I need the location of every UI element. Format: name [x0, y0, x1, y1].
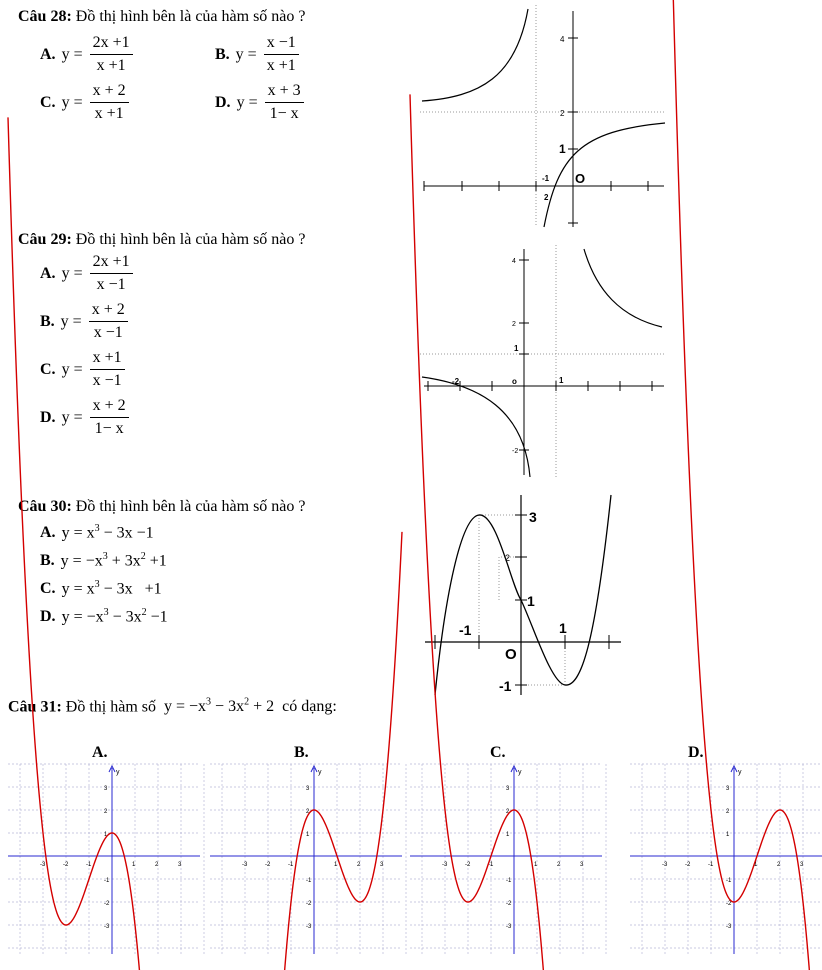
exponent: 3	[94, 523, 100, 534]
exponent: 2	[244, 697, 250, 708]
y-tick-label: -2	[306, 901, 312, 907]
origin-label: O	[505, 646, 517, 663]
panel-graph[interactable]	[410, 764, 602, 954]
origin-label: o	[512, 377, 517, 386]
option-lhs: y =	[61, 264, 83, 282]
y-tick-label: 1	[726, 832, 730, 838]
tick-label-minus2y: -2	[512, 448, 519, 455]
option-label: B.	[40, 312, 55, 330]
q30-option-c[interactable]	[40, 579, 162, 598]
y-tick-label: 3	[104, 786, 108, 792]
panel-label: B.	[294, 744, 309, 761]
numerator: 2x +1	[90, 253, 133, 274]
x-tick-label: -3	[662, 862, 668, 868]
term: − 3x	[211, 698, 245, 716]
x-tick-label: 2	[155, 862, 159, 868]
q31-heading	[8, 697, 337, 716]
origin-label: O	[575, 171, 586, 186]
curve-right-branch	[584, 249, 662, 327]
denominator: x +1	[94, 105, 124, 122]
denominator: x −1	[93, 324, 123, 341]
q30-graph	[425, 495, 625, 697]
numerator: x −1	[264, 34, 299, 55]
y-tick-label: -1	[104, 878, 110, 884]
denominator: x +1	[96, 57, 126, 74]
panel-graph[interactable]	[8, 764, 200, 954]
numerator: x + 3	[265, 82, 304, 103]
tick-label-minus2x: -2	[452, 377, 460, 386]
option-label: D.	[40, 408, 56, 426]
exponent: 2	[141, 607, 147, 618]
denominator: x +1	[266, 57, 296, 74]
y-tick-label: -1	[726, 878, 732, 884]
q30-option-b[interactable]	[40, 551, 167, 570]
exponent: 3	[206, 697, 212, 708]
x-tick-label: -1	[488, 862, 494, 868]
term: − 3x +1	[99, 580, 162, 598]
term: y = −x	[164, 698, 207, 716]
x-tick-label: 3	[178, 862, 182, 868]
denominator: 1− x	[94, 420, 124, 437]
tick-label-1y: 1	[527, 593, 535, 609]
exponent: 3	[94, 579, 100, 590]
q30-text: Đồ thị hình bên là của hàm số nào ?	[75, 498, 306, 515]
option-lhs: y =	[61, 408, 83, 426]
option-label: A.	[40, 45, 56, 63]
q28-text: Đồ thị hình bên là của hàm số nào ?	[75, 8, 306, 25]
q30-option-d[interactable]	[40, 607, 168, 626]
y-tick-label: 1	[306, 832, 310, 838]
option-label: C.	[40, 579, 56, 597]
tick-label-2-below: 2	[544, 193, 549, 202]
cubic-curve	[435, 495, 611, 695]
tick-label-1x: 1	[559, 620, 567, 636]
q28-option-b[interactable]	[215, 34, 299, 75]
y-tick-label: -1	[306, 878, 312, 884]
option-lhs: y =	[61, 360, 83, 378]
x-tick-label: -2	[63, 862, 69, 868]
term: − 3x	[108, 608, 142, 626]
q29-number: Câu 29:	[18, 231, 72, 248]
x-tick-label: 2	[357, 862, 361, 868]
panel-graph[interactable]	[210, 764, 402, 954]
term: +1	[145, 552, 167, 570]
option-formula	[62, 607, 168, 626]
exponent: 3	[102, 551, 108, 562]
panel-label: D.	[688, 744, 704, 761]
x-tick-label: -1	[708, 862, 714, 868]
x-tick-label: 1	[132, 862, 136, 868]
option-lhs: y =	[60, 312, 82, 330]
curve-right-branch	[544, 123, 665, 227]
q31-post: có dạng:	[282, 698, 337, 716]
x-tick-label: 2	[777, 862, 781, 868]
term: −1	[146, 608, 168, 626]
option-label: D.	[215, 93, 231, 111]
denominator: 1− x	[269, 105, 299, 122]
curve-left-branch	[422, 377, 530, 477]
x-tick-label: 3	[580, 862, 584, 868]
y-axis-label: y	[318, 769, 322, 776]
exponent: 2	[140, 551, 146, 562]
option-label: C.	[40, 93, 56, 111]
q29-graph	[420, 245, 665, 477]
q29-option-a[interactable]	[40, 253, 133, 294]
tick-label-4: 4	[512, 258, 516, 265]
numerator: 2x +1	[90, 34, 133, 55]
q28-option-c[interactable]	[40, 82, 129, 123]
q29-option-c[interactable]	[40, 349, 125, 390]
term: y = −x	[61, 608, 104, 626]
q28-number: Câu 28:	[18, 8, 72, 25]
y-tick-label: 2	[726, 809, 730, 815]
tick-label-2: 2	[505, 553, 511, 563]
term: + 2	[249, 698, 275, 716]
q31-formula	[164, 698, 274, 715]
option-label: A.	[40, 523, 56, 541]
y-tick-label: -3	[726, 924, 732, 930]
q30-heading	[18, 498, 306, 516]
y-tick-label: -2	[506, 901, 512, 907]
y-tick-label: 2	[506, 809, 510, 815]
tick-label-1x: 1	[559, 376, 564, 385]
y-tick-label: -2	[104, 901, 110, 907]
y-tick-label: -1	[506, 878, 512, 884]
numerator: x + 2	[89, 301, 128, 322]
x-tick-label: 3	[800, 862, 804, 868]
numerator: x +1	[90, 349, 125, 370]
y-tick-label: 1	[104, 832, 108, 838]
q30-number: Câu 30:	[18, 498, 72, 515]
option-lhs: y =	[235, 45, 257, 63]
tick-label-minus1: -1	[542, 174, 550, 183]
x-tick-label: 1	[334, 862, 338, 868]
option-lhs: y =	[236, 93, 258, 111]
exponent: 3	[103, 607, 109, 618]
denominator: x −1	[96, 276, 126, 293]
q29-text: Đồ thị hình bên là của hàm số nào ?	[75, 231, 306, 248]
y-axis-label: y	[518, 769, 522, 776]
x-tick-label: -3	[442, 862, 448, 868]
panel-graph[interactable]	[630, 764, 822, 954]
q29-option-b[interactable]	[40, 301, 128, 342]
option-label: D.	[40, 607, 56, 625]
q28-option-a[interactable]	[40, 34, 133, 75]
x-tick-label: -3	[40, 862, 46, 868]
x-tick-label: -1	[288, 862, 294, 868]
numerator: x + 2	[90, 397, 129, 418]
y-axis-label: y	[116, 769, 120, 776]
term: y = −x	[60, 552, 103, 570]
option-formula	[62, 523, 154, 542]
option-label: A.	[40, 264, 56, 282]
option-lhs: y =	[61, 45, 83, 63]
y-tick-label: 3	[726, 786, 730, 792]
x-tick-label: -2	[685, 862, 691, 868]
y-tick-label: 2	[306, 809, 310, 815]
y-tick-label: -3	[506, 924, 512, 930]
y-axis-label: y	[738, 769, 742, 776]
q28-graph	[420, 5, 665, 230]
term: y = x	[61, 524, 95, 542]
tick-label-4: 4	[560, 35, 565, 44]
q29-heading	[18, 231, 306, 249]
term: + 3x	[107, 552, 141, 570]
option-lhs: y =	[61, 93, 83, 111]
x-tick-label: -1	[86, 862, 92, 868]
y-tick-label: 3	[306, 786, 310, 792]
x-tick-label: -2	[265, 862, 271, 868]
panel-label: C.	[490, 744, 506, 761]
y-tick-label: 3	[506, 786, 510, 792]
denominator: x −1	[92, 372, 122, 389]
y-tick-label: -3	[306, 924, 312, 930]
y-tick-label: 1	[506, 832, 510, 838]
q28-heading	[18, 8, 306, 26]
y-tick-label: -3	[104, 924, 110, 930]
numerator: x + 2	[90, 82, 129, 103]
option-formula	[62, 579, 162, 598]
option-label: B.	[215, 45, 230, 63]
option-label: B.	[40, 551, 55, 569]
y-tick-label: -2	[726, 901, 732, 907]
option-label: C.	[40, 360, 56, 378]
q28-option-d[interactable]	[215, 82, 304, 123]
tick-label-minus1x: -1	[459, 622, 472, 638]
tick-label-1y: 1	[514, 344, 519, 353]
option-formula	[61, 551, 167, 570]
tick-label-3: 3	[529, 509, 537, 525]
x-tick-label: 2	[557, 862, 561, 868]
tick-label-2: 2	[512, 321, 516, 328]
term: y = x	[61, 580, 95, 598]
tick-label-1: 1	[559, 142, 566, 156]
q30-option-a[interactable]	[40, 523, 154, 542]
q31-number: Câu 31:	[8, 698, 62, 716]
curve-left-branch	[422, 9, 528, 101]
term: − 3x −1	[99, 524, 154, 542]
x-tick-label: 1	[754, 862, 758, 868]
panel-label: A.	[92, 744, 108, 761]
x-tick-label: -3	[242, 862, 248, 868]
x-tick-label: 3	[380, 862, 384, 868]
x-tick-label: 1	[534, 862, 538, 868]
q29-option-d[interactable]	[40, 397, 129, 438]
tick-label-2: 2	[560, 109, 565, 118]
x-tick-label: -2	[465, 862, 471, 868]
q31-pre: Đồ thị hàm số	[65, 698, 156, 716]
y-tick-label: 2	[104, 809, 108, 815]
tick-label-minus1y: -1	[499, 678, 512, 694]
